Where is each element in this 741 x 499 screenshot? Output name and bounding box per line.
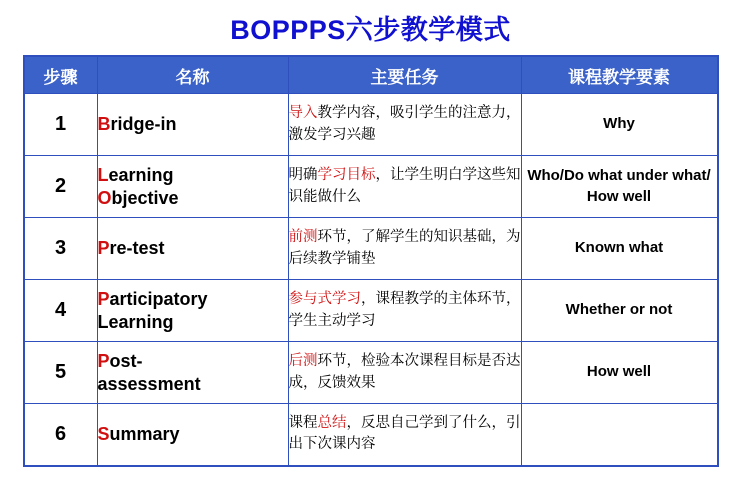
cell-step: 5 [24, 342, 98, 404]
name-rest: re-test [109, 238, 165, 259]
table-header [24, 56, 718, 94]
cell-name [97, 280, 288, 342]
table-row [24, 218, 718, 280]
cell-name [97, 218, 288, 280]
task-suffix: 教学内容，吸引学生的注意力，激发学习兴趣 [288, 105, 521, 143]
name-capital: B [97, 114, 111, 135]
table-row [24, 404, 718, 466]
column-header-step: 步骤 [24, 56, 98, 94]
column-header-element: 课程教学要素 [521, 56, 718, 94]
cell-task [288, 156, 521, 218]
task-highlight: 后测 [288, 353, 318, 370]
task-suffix: 环节，检验本次课程目标是否达成，反馈效果 [288, 353, 521, 391]
task-highlight: 总结 [317, 415, 347, 432]
task-suffix: ，反思自己学到了什么，引出下次课内容 [288, 415, 521, 453]
cell-element: Whether or not [521, 280, 718, 342]
name-capital: P [97, 351, 110, 371]
name-capital: S [97, 424, 110, 444]
name-line2: assessment [97, 373, 201, 394]
name-rest: ost- [109, 351, 143, 371]
cell-task [288, 218, 521, 280]
name-rest: ridge-in [110, 114, 177, 135]
name-capital: L [97, 165, 109, 185]
column-header-name: 名称 [97, 56, 288, 94]
task-highlight: 参与式学习 [288, 291, 361, 308]
table-row [24, 280, 718, 342]
task-prefix: 明确 [288, 167, 318, 184]
cell-element: Who/Do what under what/ How well [521, 156, 718, 218]
cell-task [288, 342, 521, 404]
cell-step: 3 [24, 218, 98, 280]
table-row [24, 94, 718, 156]
table-row [24, 156, 718, 218]
cell-element [521, 404, 718, 466]
name-line2: Learning [97, 311, 174, 332]
cell-step: 4 [24, 280, 98, 342]
cell-element: Known what [521, 218, 718, 280]
cell-task [288, 280, 521, 342]
task-suffix: ，让学生明白学这些知识能做什么 [288, 167, 521, 205]
task-suffix: ，课程教学的主体环节，学生主动学习 [288, 291, 521, 329]
cell-step: 2 [24, 156, 98, 218]
cell-name [97, 156, 288, 218]
cell-step: 6 [24, 404, 98, 466]
cell-task [288, 94, 521, 156]
task-highlight: 导入 [288, 105, 318, 122]
table-row [24, 342, 718, 404]
task-highlight: 前测 [288, 229, 318, 246]
task-prefix: 课程 [288, 415, 318, 432]
name-rest-line2: bjective [111, 187, 179, 208]
cell-element: How well [521, 342, 718, 404]
cell-element: Why [521, 94, 718, 156]
table-header-row [24, 56, 718, 94]
cell-step: 1 [24, 94, 98, 156]
name-rest: ummary [109, 424, 180, 444]
table-body [24, 94, 718, 466]
name-capital-line2: O [97, 187, 112, 208]
name-capital: P [97, 289, 110, 309]
cell-name [97, 404, 288, 466]
bopps-table [23, 55, 719, 467]
task-suffix: 环节，了解学生的知识基础，为后续教学铺垫 [288, 229, 521, 267]
cell-name [97, 342, 288, 404]
name-rest: articipatory [109, 289, 208, 309]
task-highlight: 学习目标 [317, 167, 376, 184]
column-header-task: 主要任务 [288, 56, 521, 94]
page-title: BOPPPS六步教学模式 [230, 15, 511, 45]
name-capital: P [97, 238, 110, 259]
cell-task [288, 404, 521, 466]
name-rest: earning [108, 165, 174, 185]
cell-name [97, 94, 288, 156]
